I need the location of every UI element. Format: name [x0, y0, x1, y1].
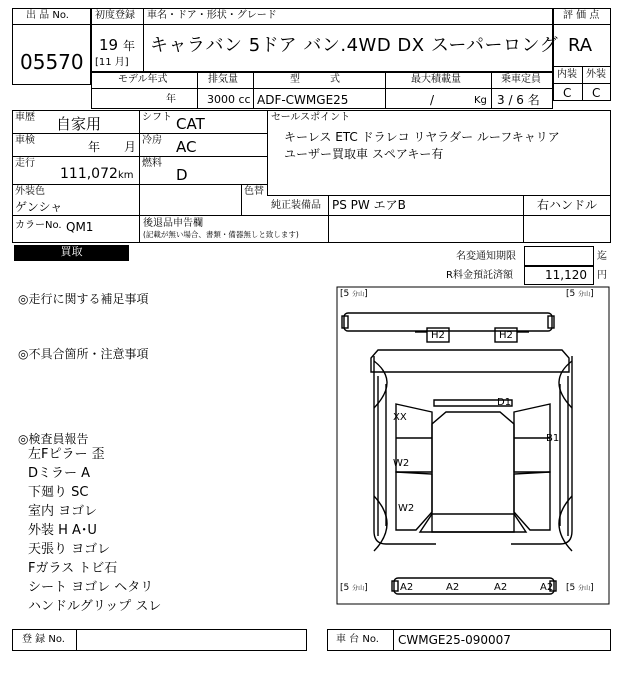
recycle-unit: 円	[597, 270, 607, 281]
inspector-report-list	[28, 446, 308, 616]
capacity-value: 3 / 6 名	[497, 93, 540, 107]
steering-value: 右ハンドル	[537, 198, 598, 212]
inspector-item: Dミラー A	[28, 466, 91, 481]
change-notice-box	[524, 246, 594, 266]
fuel-label: 燃料	[142, 158, 162, 169]
ac-value: AC	[176, 138, 197, 156]
tire-rear-left: [5 分山]	[340, 583, 368, 593]
mark-left-mid: W2	[393, 458, 410, 469]
exterior-label: 外装	[586, 69, 606, 80]
inspector-item: Fガラス トビ石	[28, 561, 118, 576]
repaint-label: 色替	[244, 186, 264, 197]
color-no-label: カラーNo.	[15, 220, 62, 231]
inspector-item: 外装 H A･U	[28, 523, 97, 538]
aftermarket-label: 後退品申告欄	[143, 218, 203, 229]
chassis-no-label: 車 台 No.	[336, 634, 379, 645]
load-value: /	[430, 93, 435, 107]
model-value: ADF-CWMGE25	[257, 93, 349, 107]
history-value: 自家用	[56, 115, 102, 133]
chassis-no-value: CWMGE25-090007	[398, 633, 511, 647]
change-notice-unit: 迄	[597, 251, 607, 262]
ext-color-label: 外装色	[15, 186, 45, 197]
inspector-item: 下廻り SC	[28, 485, 89, 500]
mileage-unit: km	[118, 170, 134, 181]
score-label: 評 価 点	[563, 10, 600, 21]
defects-remarks-label: ◎不具合箇所・注意事項	[18, 347, 149, 361]
car-name-label: 車名・ドア・形状・グレード	[147, 10, 277, 21]
aftermarket-note: (記載が無い場合、書類・備器無しと致します)	[143, 230, 299, 239]
load-label: 最大積載量	[411, 74, 461, 85]
equipment-value: PS PW エアB	[332, 198, 406, 212]
change-notice-label: 名変通知期限	[456, 251, 516, 262]
mark-rear-1: A2	[400, 582, 414, 593]
tire-front-right: [5 分山]	[566, 289, 594, 299]
mark-roof: D1	[497, 397, 512, 408]
mark-rear-4: A2	[540, 582, 554, 593]
model-label: 型 式	[290, 74, 340, 85]
equipment-label: 純正装備品	[271, 200, 321, 211]
first-reg-year: 19	[99, 36, 119, 54]
model-year-unit: 年	[166, 94, 176, 105]
inspector-item: シート ヨゴレ ヘタリ	[28, 580, 154, 595]
inspector-item: 左Fピラー 歪	[28, 447, 105, 462]
mileage-label: 走行	[15, 158, 35, 169]
score-value: RA	[568, 35, 593, 56]
driving-remarks-label: ◎走行に関する補足事項	[18, 292, 149, 306]
first-reg-label: 初度登録	[95, 10, 135, 21]
rear-bumper	[394, 578, 554, 594]
ac-label: 冷房	[142, 135, 162, 146]
history-label: 車歴	[15, 112, 35, 123]
first-reg-year-unit: 年	[123, 39, 136, 53]
purchase-badge: 買取	[14, 245, 129, 261]
displacement-value: 3000 cc	[207, 93, 251, 106]
mark-front-right: H2	[499, 330, 513, 341]
mark-left-rear: XX	[393, 412, 407, 423]
shift-value: CAT	[176, 115, 205, 133]
tire-front-left: [5 分山]	[340, 289, 368, 299]
inspection-year-unit: 年	[88, 140, 101, 154]
inspector-item: ハンドルグリップ スレ	[28, 599, 162, 614]
car-name: キャラバン 5ドア バン.4WD DX スーパーロング	[150, 35, 559, 56]
interior-grade: C	[563, 86, 572, 100]
first-reg-month: [11 月]	[95, 57, 129, 68]
sales-point-line1: キーレス ETC ドラレコ リヤラダー ルーフキャリア	[284, 130, 560, 144]
ext-color-value: ゲンシャ	[15, 200, 63, 214]
model-year-label: モデル年式	[118, 74, 168, 85]
tire-rear-right: [5 分山]	[566, 583, 594, 593]
mark-rear-2: A2	[446, 582, 460, 593]
mark-rear-3: A2	[494, 582, 508, 593]
mark-front-left: H2	[431, 330, 445, 341]
mileage-value: 111,072	[60, 166, 118, 182]
sales-point-line2: ユーザー買取車 スペアキー有	[284, 147, 444, 161]
color-no-value: QM1	[66, 220, 94, 234]
interior-label: 内装	[557, 69, 577, 80]
fuel-value: D	[176, 166, 188, 184]
inspector-item: 室内 ヨゴレ	[28, 504, 98, 519]
lot-number: 05570	[20, 50, 84, 74]
sales-point-label: セールスポイント	[271, 112, 351, 123]
inspector-item: 天張り ヨゴレ	[28, 542, 111, 557]
inspector-report-label: ◎検査員報告	[18, 432, 89, 446]
displacement-label: 排気量	[208, 74, 238, 85]
lot-label: 出 品 No.	[26, 10, 69, 21]
load-unit: Kg	[474, 95, 487, 106]
shift-label: シフト	[142, 112, 172, 123]
recycle-value: 11,120	[545, 268, 587, 282]
recycle-label: R料金預託済額	[446, 270, 513, 281]
mark-left-lower: W2	[398, 503, 415, 514]
mark-right: B1	[546, 433, 560, 444]
exterior-grade: C	[592, 86, 601, 100]
reg-no-label: 登 録 No.	[22, 634, 65, 645]
inspection-month-unit: 月	[124, 140, 137, 154]
capacity-label: 乗車定員	[501, 74, 541, 85]
car-diagram	[336, 286, 611, 606]
inspection-label: 車検	[15, 135, 35, 146]
